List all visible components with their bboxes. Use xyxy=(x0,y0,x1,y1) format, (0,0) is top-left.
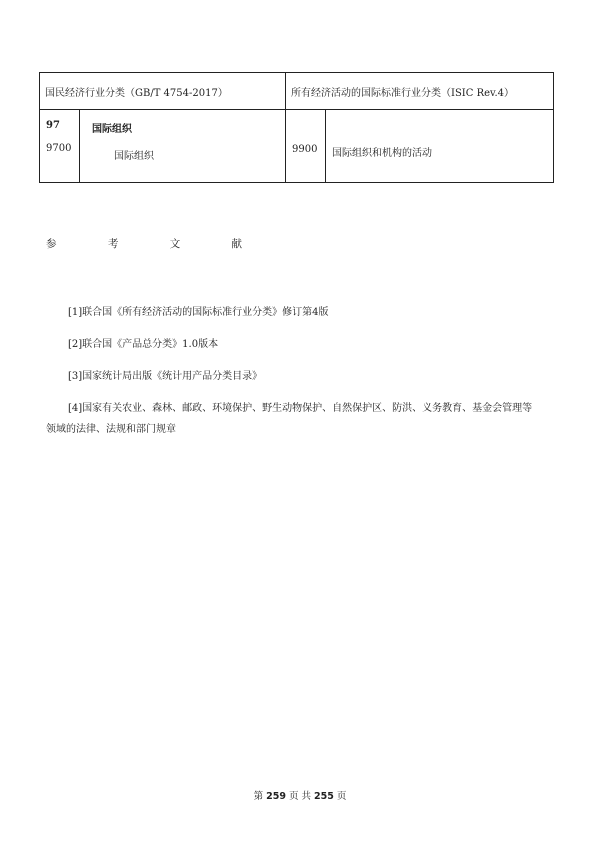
reference-item-3: [3]国家统计局出版《统计用产品分类目录》 xyxy=(68,371,263,382)
isic-code-cell xyxy=(286,110,326,183)
major-category-code: 97 xyxy=(46,120,60,131)
gbt-code-cell xyxy=(40,110,80,183)
page-footer xyxy=(0,788,600,802)
classification-mapping-table xyxy=(39,72,554,183)
table-header-row xyxy=(40,73,554,110)
footer-suffix: 页 xyxy=(336,791,347,802)
reference-item-1: [1]联合国《所有经济活动的国际标准行业分类》修订第4版 xyxy=(68,307,329,318)
table-row xyxy=(40,110,554,183)
heading-char: 文 xyxy=(169,238,181,250)
reference-item-2: [2]联合国《产品总分类》1.0版本 xyxy=(68,339,219,350)
isic-code: 9900 xyxy=(292,144,318,155)
major-category-name: 国际组织 xyxy=(92,124,132,135)
total-page-number: 255 xyxy=(314,791,334,802)
footer-prefix: 第 xyxy=(253,791,264,802)
header-isic-classification: 所有经济活动的国际标准行业分类（ISIC Rev.4） xyxy=(286,73,554,110)
minor-category-code: 9700 xyxy=(46,143,72,154)
minor-category-name: 国际组织 xyxy=(114,151,154,162)
gbt-name-cell xyxy=(80,110,286,183)
isic-activity-name: 国际组织和机构的活动 xyxy=(332,148,432,159)
footer-middle: 页 共 xyxy=(288,791,312,802)
heading-char: 献 xyxy=(231,238,243,250)
current-page-number: 259 xyxy=(266,791,286,802)
reference-item-4: [4]国家有关农业、森林、邮政、环境保护、野生动物保护、自然保护区、防洪、义务教育、基金会管理等 xyxy=(68,403,533,414)
heading-char: 考 xyxy=(107,238,119,250)
references-heading xyxy=(46,236,268,251)
reference-item-4-continuation: 领域的法律、法规和部门规章 xyxy=(46,424,176,435)
isic-name-cell xyxy=(326,110,554,183)
heading-char: 参 xyxy=(46,238,57,250)
header-gbt-classification: 国民经济行业分类（GB/T 4754-2017） xyxy=(40,73,286,110)
